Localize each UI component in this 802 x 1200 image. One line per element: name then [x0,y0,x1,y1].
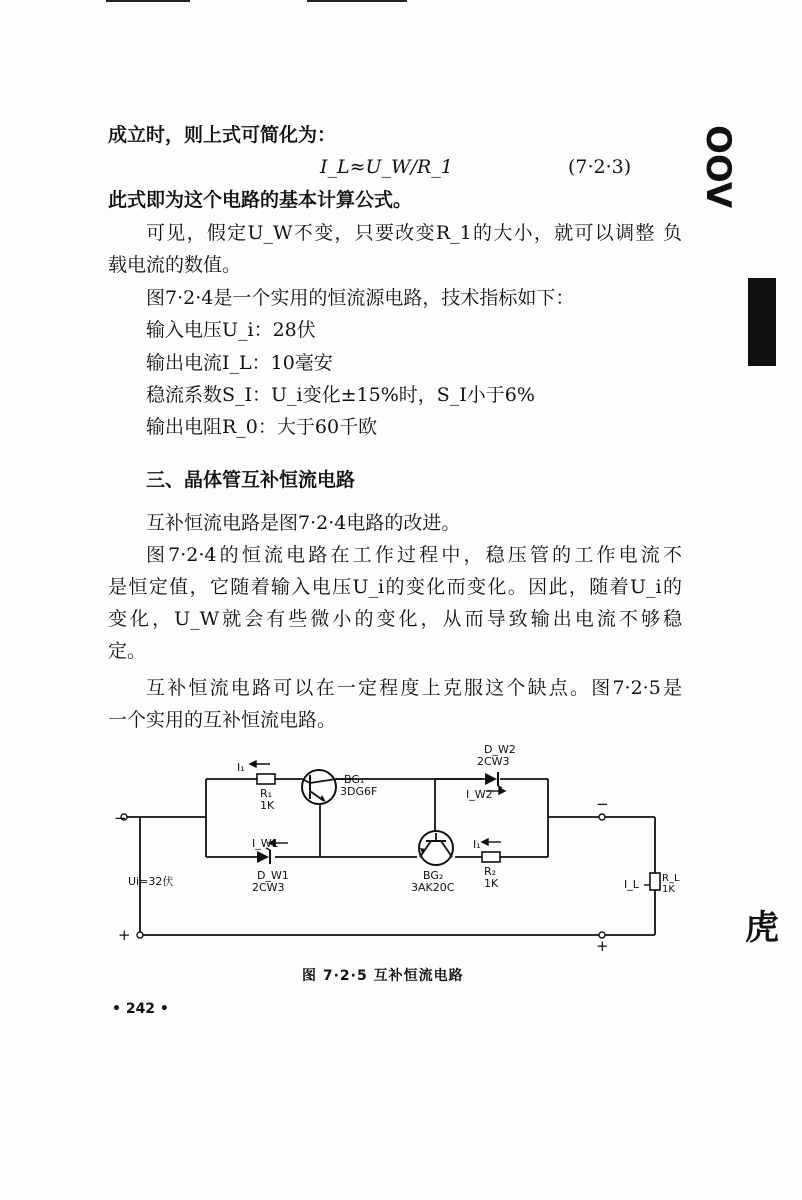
paragraph-fig724: 图7·2·4是一个实用的恒流源电路，技术指标如下： [146,287,575,309]
paragraph-solution-1: 互补恒流电路可以在一定程度上克服这个缺点。图7·2·5是 [146,677,682,699]
paragraph-solution-2: 一个实用的互补恒流电路。 [108,709,337,731]
paragraph-problem-2: 是恒定值，它随着输入电压U_i的变化而变化。因此，随着U_i的 [108,576,682,598]
label-il: I_L [624,878,639,891]
label-dw2: D_W2 [484,743,516,756]
margin-black-bar [748,278,776,366]
spec-output-resistance: 输出电阻R_0：大于60千欧 [146,416,378,438]
margin-top-text: OOV [698,125,738,209]
paragraph-improvement: 互补恒流电路是图7·2·4电路的改进。 [146,512,461,534]
top-rule-left [106,0,190,2]
label-bg2: BG₂ [423,869,444,882]
paragraph-adjust-1: 可见，假定U_W不变，只要改变R_1的大小，就可以调整 负 [146,222,682,244]
equation: I_L≈U_W/R_1 [320,156,453,178]
circuit-diagram [100,735,690,960]
paragraph-problem-4: 定。 [108,640,147,662]
label-dw1-type: 2CW3 [252,881,285,894]
margin-bottom-char: 虎 [745,908,779,948]
page-number: • 242 • [112,1001,169,1017]
equation-number: (7·2·3) [568,156,632,178]
label-rl: R_L [662,873,680,884]
label-r2-value: 1K [484,877,499,890]
label-dw2-type: 2CW3 [477,755,510,768]
label-input-voltage: Ui=32伏 [128,875,174,888]
section-heading: 三、晶体管互补恒流电路 [146,469,356,491]
label-plus: + [118,926,131,944]
label-r2: R₂ [484,865,497,878]
label-iw1: I_W1 [252,837,279,850]
top-rule-right [307,0,407,2]
label-bg1-type: 3DG6F [340,785,378,798]
figure-caption: 图 7·2·5 互补恒流电路 [302,968,464,984]
label-bg1: BG₁ [344,773,365,786]
spec-input-voltage: 输入电压U_i：28伏 [146,319,316,341]
label-dw1: D_W1 [257,869,289,882]
paragraph-adjust-2: 载电流的数值。 [108,254,242,276]
spec-stability: 稳流系数S_I：U_i变化±15%时，S_I小于6% [146,384,535,406]
label-iw2: I_W2 [466,788,493,801]
label-i1-second: I₁ [473,838,481,851]
paragraph-intro: 成立时，则上式可简化为： [108,124,337,146]
label-r1-value: 1K [260,799,275,812]
paragraph-problem-3: 变化，U_W就会有些微小的变化，从而导致输出电流不够稳 [108,608,682,630]
paragraph-formula-note: 此式即为这个电路的基本计算公式。 [108,189,413,211]
label-minus-out: − [596,795,609,813]
label-rl-value: 1K [662,884,675,895]
label-plus-out: + [596,937,609,955]
spec-output-current: 输出电流I_L：10毫安 [146,352,333,374]
label-minus: − [114,809,127,827]
label-i1: I₁ [237,761,245,774]
label-bg2-type: 3AK20C [411,881,455,894]
label-r1: R₁ [260,787,273,800]
paragraph-problem-1: 图7·2·4的恒流电路在工作过程中，稳压管的工作电流不 [146,544,682,566]
